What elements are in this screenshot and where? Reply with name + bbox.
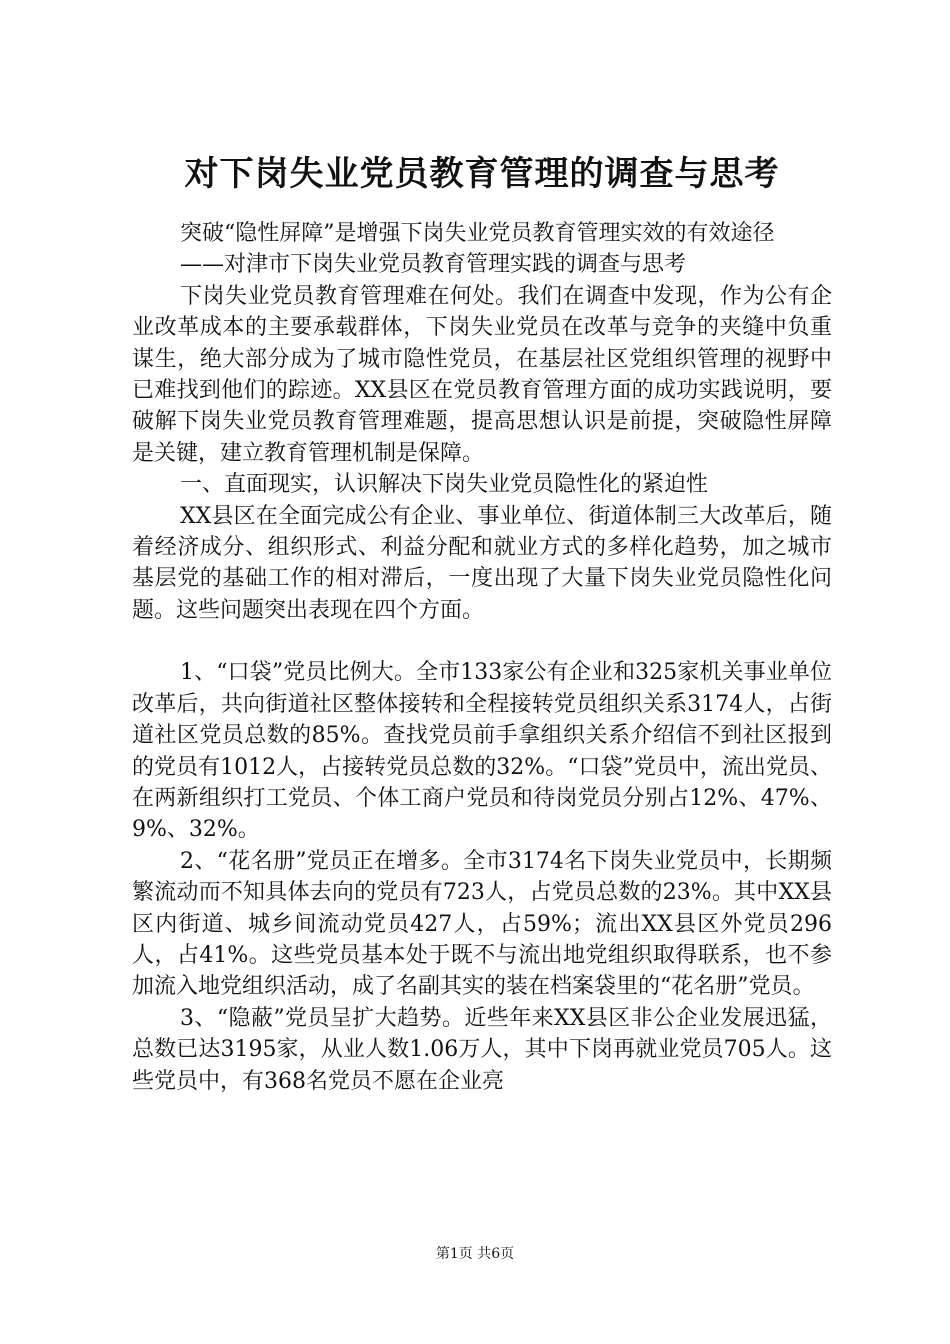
paragraph-intro: 下岗失业党员教育管理难在何处。我们在调查中发现，作为公有企业改革成本的主要承载群体，下岗失业党员在改革与竞争的夹缝中负重谋生，绝大部分成为了城市隐性党员，在基层社区党组织管理的视野中已难找到他们的踪迹。XX县区在党员教育管理方面的成功实践说明，要破解下岗失业党员教育管理难题，提高思想认识是前提，突破隐性屏障是关键，建立教育管理机制是保障。	[132, 283, 832, 466]
paragraph-section-1: XX县区在全面完成公有企业、事业单位、街道体制三大改革后，随着经济成分、组织形式、利益分配和就业方式的多样化趋势，加之城市基层党的基础工作的相对滞后，一度出现了大量下岗失业党员隐性化问题。这些问题突出表现在四个方面。	[132, 503, 832, 623]
section-heading-1: 一、直面现实，认识解决下岗失业党员隐性化的紧迫性	[180, 472, 709, 498]
paragraph-subtitle: 突破“隐性屏障”是增强下岗失业党员教育管理实效的有效途径	[180, 221, 775, 246]
paragraph-item-1: 1、“口袋”党员比例大。全市133家公有企业和325家机关事业单位改革后，共向街道社区整体接转和全程接转党员组织关系3174人，占街道社区党员总数的85%。查找党员前手拿组织关系介绍信不到社区报到的党员有1012人，占接转党员总数的32%。“口袋”党员中，流出党员、在两新组织打工党员、个体工商户党员和待岗党员分别占12%、47%、9%、32%。	[132, 660, 832, 843]
page-number-footer: 第1页 共6页	[435, 1246, 515, 1262]
paragraph-spacer	[132, 626, 832, 657]
paragraph-subheading: ——对津市下岗失业党员教育管理实践的调查与思考	[180, 252, 687, 278]
paragraph-item-2: 2、“花名册”党员正在增多。全市3174名下岗失业党员中，长期频繁流动而不知具体去向的党员有723人，占党员总数的23%。其中XX县区内街道、城乡间流动党员427人，占59%；流出XX县区外党员296人，占41%。这些党员基本处于既不与流出地党组织取得联系，也不参加流入地党组织活动，成了名副其实的装在档案袋里的“花名册”党员。	[132, 848, 832, 1000]
document-title: 对下岗失业党员教育管理的调查与思考	[184, 154, 780, 194]
paragraph-item-3: 3、“隐蔽”党员呈扩大趋势。近些年来XX县区非公企业发展迅猛，总数已达3195家，从业人数1.06万人，其中下岗再就业党员705人。这些党员中，有368名党员不愿在企业亮	[132, 1005, 832, 1094]
